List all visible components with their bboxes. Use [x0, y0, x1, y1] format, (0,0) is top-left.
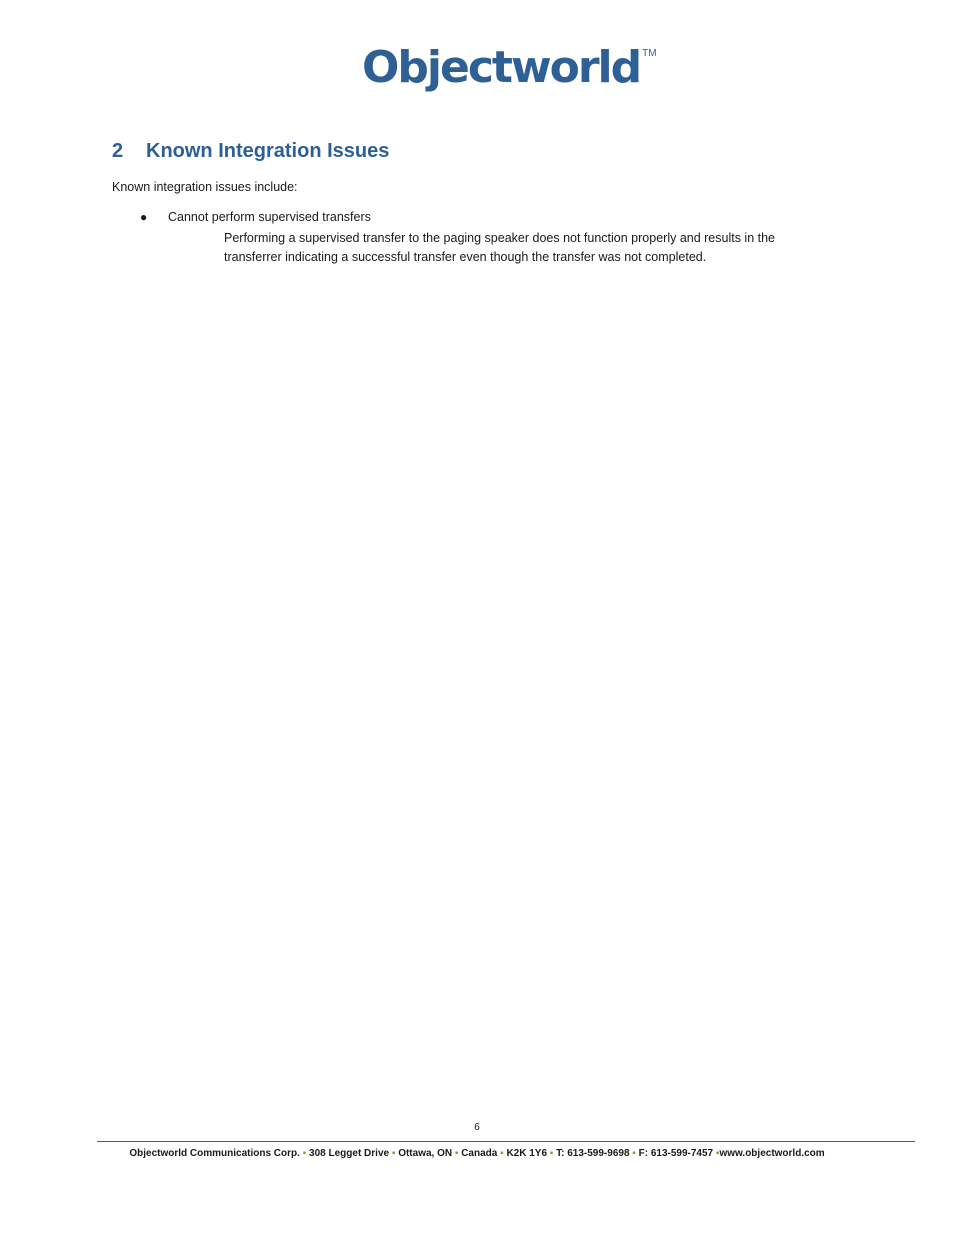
list-item-label: Cannot perform supervised transfers: [168, 210, 371, 224]
footer-street: 308 Legget Drive: [309, 1148, 390, 1159]
footer-phone: T: 613-599-9698: [556, 1148, 630, 1159]
footer-company: Objectworld Communications Corp.: [129, 1148, 300, 1159]
bullet-icon: ●: [140, 210, 148, 224]
footer-country: Canada: [461, 1148, 498, 1159]
list-item: [140, 210, 371, 224]
list-item-description: Performing a supervised transfer to the paging speaker does not function properly and results in the transferrer indicating a successful transfer even though the transfer was not completed.: [224, 231, 776, 264]
footer-website: www.objectworld.com: [719, 1148, 825, 1159]
footer-separator-icon: ▪: [454, 1148, 459, 1159]
logo-wordmark: Objectworld: [362, 42, 641, 93]
footer-separator-icon: ▪: [500, 1148, 504, 1159]
company-logo: [362, 40, 657, 100]
footer-separator-icon: ▪: [632, 1148, 636, 1159]
footer-separator-icon: ▪: [302, 1148, 307, 1159]
page-number: 6: [474, 1122, 480, 1133]
footer-divider: [97, 1141, 915, 1142]
section-heading: [112, 140, 389, 163]
section-title: Known Integration Issues: [146, 140, 390, 162]
logo-trademark: TM: [642, 48, 657, 59]
footer-postal-code: K2K 1Y6: [506, 1148, 548, 1159]
footer-separator-icon: ▪: [391, 1148, 396, 1159]
footer-city: Ottawa, ON: [398, 1148, 453, 1159]
footer-address: [0, 1148, 954, 1159]
footer-fax: F: 613-599-7457: [638, 1148, 714, 1159]
footer-separator-icon: ▪: [715, 1148, 720, 1159]
footer-separator-icon: ▪: [549, 1148, 554, 1159]
section-number: 2: [112, 140, 124, 162]
intro-text: Known integration issues include:: [112, 180, 298, 194]
